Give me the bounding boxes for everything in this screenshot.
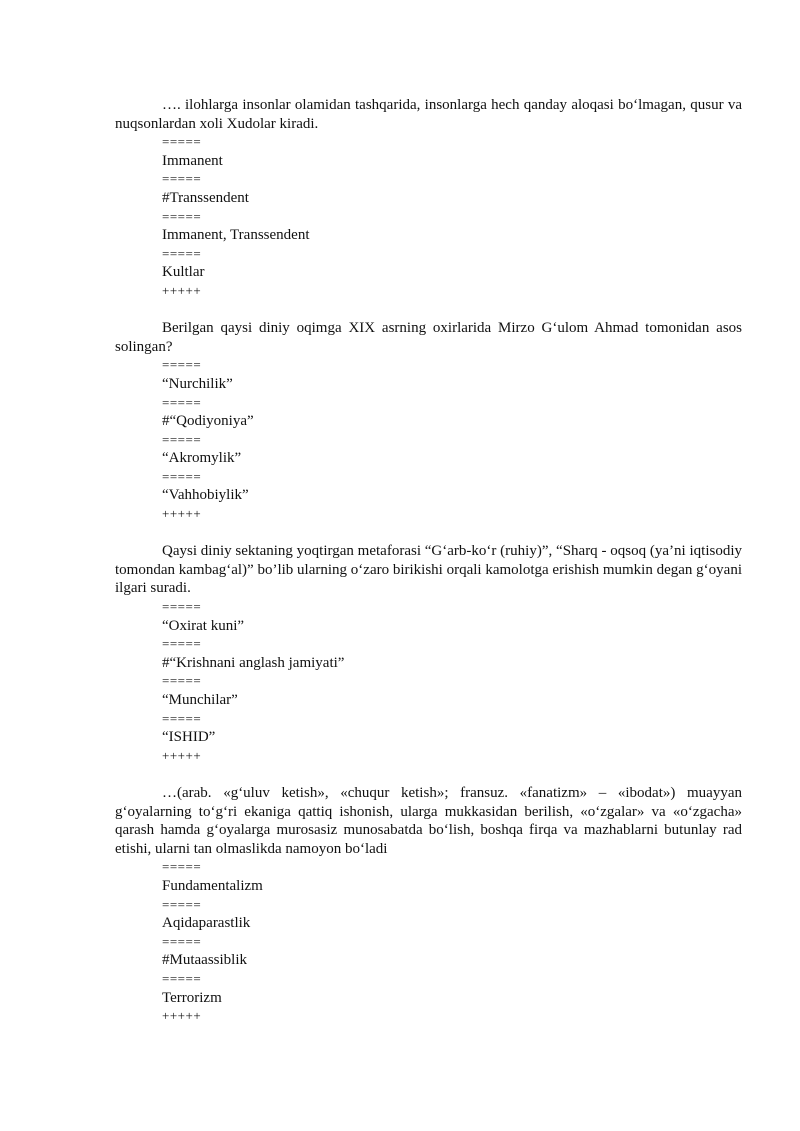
spacer	[115, 765, 742, 784]
question-2	[115, 319, 742, 524]
spacer	[115, 301, 742, 320]
separator: =====	[162, 468, 202, 484]
answer-option: Terrorizm	[162, 989, 222, 1006]
answer-option: “ISHID”	[162, 729, 216, 746]
question-text: …(arab. «g‘uluv ketish», «chuqur ketish»; fransuz. «fanatizm» – «ibodat») muayyan g‘oyalarning to‘g‘ri ekaniga qattiq ishonish, ularga mukkasidan berilish, «o‘zgalar» va «o‘zgacha» qarash hamda g‘oyalarga murosasiz munosabatda bo‘lish, boshqa firqa va mazhablarni butunlay rad etishi, ularni tan olmaslikda namoyon bo‘ladi	[115, 784, 742, 857]
answer-option-correct: #“Qodiyoniya”	[162, 413, 254, 430]
question-text: …. ilohlarga insonlar olamidan tashqarida, insonlarga hech qanday aloqasi bo‘lmagan, qusur va nuqsonlardan xoli Xudolar kiradi.	[115, 97, 742, 132]
document-page	[115, 96, 742, 1026]
separator: =====	[162, 245, 202, 261]
separator: =====	[162, 933, 202, 949]
end-marker: +++++	[162, 747, 202, 763]
end-marker: +++++	[162, 282, 202, 298]
answer-option-correct: #“Krishnani anglash jamiyati”	[162, 654, 345, 671]
separator: =====	[162, 394, 202, 410]
separator: =====	[162, 859, 202, 875]
answer-option: Aqidaparastlik	[162, 915, 251, 932]
question-4	[115, 784, 742, 1026]
separator: =====	[162, 171, 202, 187]
separator: =====	[162, 357, 202, 373]
separator: =====	[162, 599, 202, 615]
separator: =====	[162, 896, 202, 912]
question-text: Berilgan qaysi diniy oqimga XIX asrning oxirlarida Mirzo G‘ulom Ahmad tomonidan asos solingan?	[115, 320, 742, 355]
answer-option: “Munchilar”	[162, 692, 238, 708]
separator: =====	[162, 134, 202, 150]
separator: =====	[162, 710, 202, 726]
separator: =====	[162, 208, 202, 224]
answer-option: Fundamentalizm	[162, 877, 263, 894]
separator: =====	[162, 431, 202, 447]
end-marker: +++++	[162, 506, 202, 522]
answer-option: Immanent, Transsendent	[162, 227, 310, 244]
answer-option: “Oxirat kuni”	[162, 617, 245, 634]
question-text: Qaysi diniy sektaning yoqtirgan metaforasi “G‘arb-ko‘r (ruhiy)”, “Sharq - oqsoq (ya’ni iqtisodiy tomondan kambag‘al)” bo’lib ularning o‘zaro birikishi orqali kamolotga erishish mumkin degan g‘oyani ilgari suradi.	[115, 543, 742, 597]
separator: =====	[162, 970, 202, 986]
answer-option: Kultlar	[162, 264, 205, 281]
end-marker: +++++	[162, 1008, 202, 1024]
answer-option: “Vahhobiylik”	[162, 487, 249, 504]
answer-option-correct: #Mutaassiblik	[162, 952, 247, 969]
answer-option-correct: #Transsendent	[162, 189, 249, 206]
answer-option: Immanent	[162, 152, 223, 169]
separator: =====	[162, 673, 202, 689]
answer-option: “Nurchilik”	[162, 375, 233, 392]
spacer	[115, 524, 742, 543]
question-3	[115, 542, 742, 765]
question-1	[115, 96, 742, 301]
answer-option: “Akromylik”	[162, 450, 242, 467]
separator: =====	[162, 636, 202, 652]
